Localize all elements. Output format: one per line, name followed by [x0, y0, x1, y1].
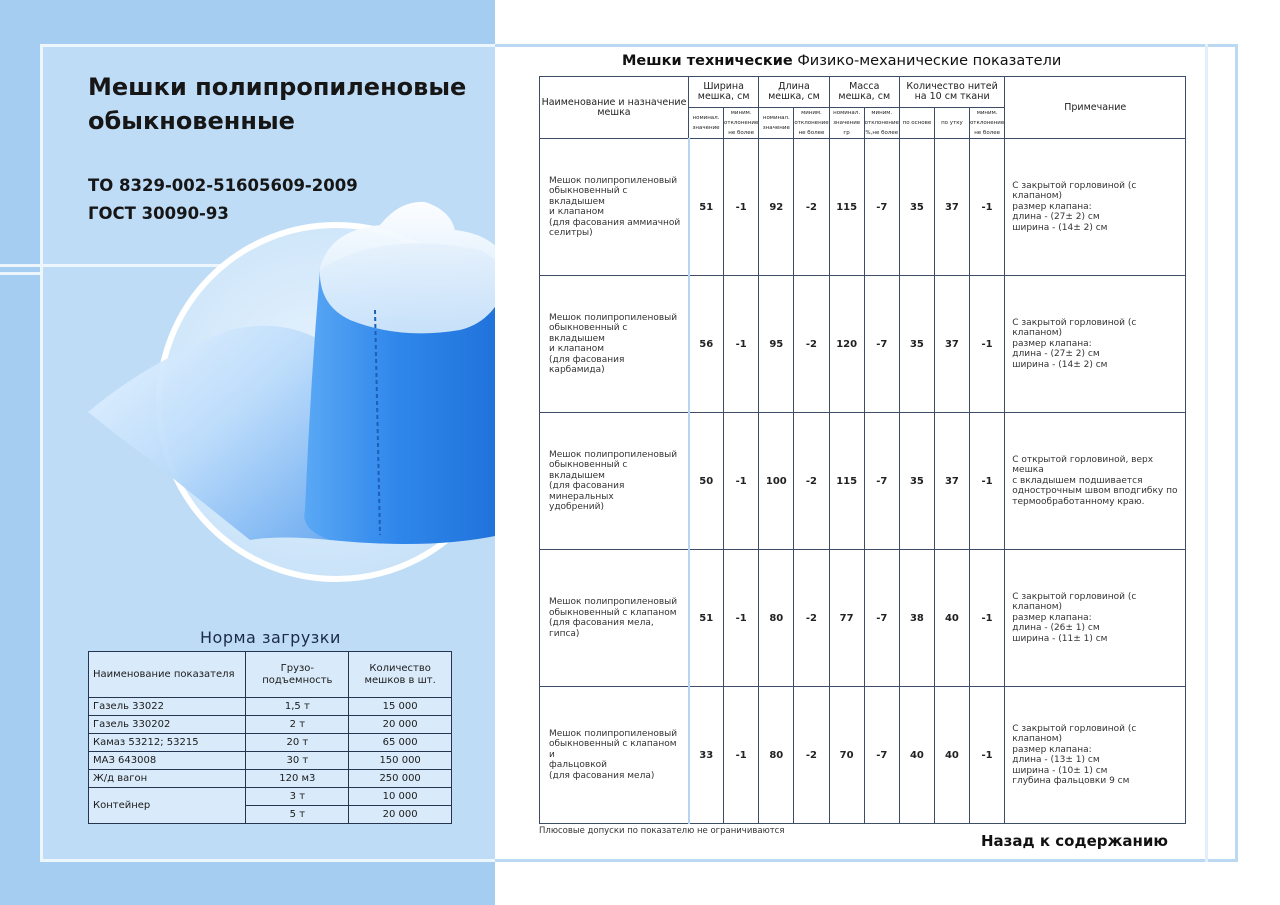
standard-gost: ГОСТ 30090-93	[88, 204, 229, 223]
vehicle-name: Ж/д вагон	[89, 770, 246, 788]
table-row	[540, 687, 1186, 824]
vehicle-name: Контейнер	[89, 788, 246, 824]
product-title	[88, 70, 466, 138]
title-line-1: Мешки полипропиленовые	[88, 73, 467, 101]
bag-note	[1005, 687, 1186, 824]
bag-note-line: С закрытой горловиной (с клапаном)	[1012, 180, 1137, 202]
header-indicator: Наименование показателя	[89, 652, 246, 698]
bag-count: 20 000	[349, 716, 452, 734]
mass-dev: -7	[864, 139, 899, 276]
load-table-header	[89, 652, 452, 698]
bag-note-line: С закрытой горловиной (с клапаном)	[1012, 723, 1137, 744]
footnote: Плюсовые допуски по показателю не ограничиваются	[539, 826, 785, 836]
bag-name-line: (для фасования мела)	[549, 770, 655, 781]
bag-name-line: (для фасования аммиачной	[549, 217, 681, 228]
bag-note-line: однострочным швом вподгибку по	[1012, 486, 1178, 497]
mass-nominal: 120	[829, 276, 864, 413]
bag-name	[540, 687, 689, 824]
mass-nominal: 115	[829, 413, 864, 550]
bag-name-line: Мешок полипропиленовый	[549, 312, 678, 323]
table-row	[89, 734, 452, 752]
header-note: Примечание	[1005, 77, 1186, 139]
width-nominal: 33	[689, 687, 724, 824]
threads-base: 35	[899, 276, 934, 413]
bag-note-line: размер клапана:	[1012, 338, 1092, 349]
threads-base: 35	[899, 139, 934, 276]
spec-table	[539, 76, 1186, 824]
mass-dev: -7	[864, 413, 899, 550]
threads-dev: -1	[969, 139, 1004, 276]
bag-name-line: Мешок полипропиленовый	[549, 175, 678, 186]
threads-dev: -1	[969, 276, 1004, 413]
subheader-min-dev-pct: миним. отклонение %,не более	[864, 108, 899, 139]
header-mass: Масса мешка, см	[829, 77, 899, 108]
bag-count: 65 000	[349, 734, 452, 752]
bag-note	[1005, 413, 1186, 550]
bag-name-line: обыкновенный с клапаном и	[549, 739, 677, 760]
bag-count: 250 000	[349, 770, 452, 788]
table-row	[89, 698, 452, 716]
bag-note-line: глубина фальцовки 9 см	[1012, 776, 1130, 786]
threads-dev: -1	[969, 550, 1004, 687]
load-norm-title: Норма загрузки	[200, 628, 341, 647]
mass-nominal: 70	[829, 687, 864, 824]
threads-weft: 40	[934, 550, 969, 687]
length-dev: -2	[794, 139, 829, 276]
bag-name	[540, 413, 689, 550]
width-nominal: 51	[689, 139, 724, 276]
length-dev: -2	[794, 413, 829, 550]
width-nominal: 51	[689, 550, 724, 687]
table-row	[89, 788, 452, 806]
bag-count: 20 000	[349, 806, 452, 824]
header-threads: Количество нитей на 10 см ткани	[899, 77, 1004, 108]
table-row	[89, 716, 452, 734]
bag-note-line: размер клапана:	[1012, 744, 1092, 755]
width-dev: -1	[724, 550, 759, 687]
bag-name-line: селитры)	[549, 228, 593, 238]
subheader-nominal-gr: номинал. значение гр	[829, 108, 864, 139]
bag-name-line: удобрений)	[549, 502, 604, 512]
length-dev: -2	[794, 276, 829, 413]
bag-count: 10 000	[349, 788, 452, 806]
bag-note-line: ширина - (11± 1) см	[1012, 633, 1108, 644]
spec-header-row	[540, 77, 1186, 108]
capacity: 1,5 т	[246, 698, 349, 716]
bag-note-line: ширина - (14± 2) см	[1012, 222, 1108, 233]
subheader-nominal: номинал. значение	[759, 108, 794, 139]
bag-name	[540, 139, 689, 276]
bag-name-line: минеральных	[549, 491, 614, 502]
vehicle-name: МАЗ 643008	[89, 752, 246, 770]
table-row	[540, 550, 1186, 687]
width-dev: -1	[724, 276, 759, 413]
width-dev: -1	[724, 139, 759, 276]
decor-line	[0, 272, 40, 275]
header-length: Длина мешка, см	[759, 77, 829, 108]
spec-title	[622, 53, 1061, 69]
vehicle-name: Газель 330202	[89, 716, 246, 734]
capacity: 2 т	[246, 716, 349, 734]
bag-note	[1005, 139, 1186, 276]
spec-body	[540, 139, 1186, 824]
length-nominal: 80	[759, 550, 794, 687]
threads-dev: -1	[969, 413, 1004, 550]
table-row	[540, 276, 1186, 413]
subheader-min-dev: миним. отклонение не более	[724, 108, 759, 139]
threads-base: 40	[899, 687, 934, 824]
bag-name-line: (для фасования мела, гипса)	[549, 618, 654, 639]
bag-note-line: с вкладышем подшивается	[1012, 475, 1143, 486]
length-nominal: 100	[759, 413, 794, 550]
threads-dev: -1	[969, 687, 1004, 824]
capacity: 120 м3	[246, 770, 349, 788]
capacity: 5 т	[246, 806, 349, 824]
mass-dev: -7	[864, 276, 899, 413]
bag-note-line: С открытой горловиной, верх мешка	[1012, 454, 1154, 476]
load-table	[88, 651, 452, 824]
bag-name	[540, 276, 689, 413]
header-name: Наименование и назначение мешка	[540, 77, 689, 139]
table-row	[540, 139, 1186, 276]
threads-weft: 40	[934, 687, 969, 824]
bag-note-line: длина - (13± 1) см	[1012, 755, 1100, 765]
bag-note-line: длина - (27± 2) см	[1012, 212, 1100, 223]
bag-note-line: длина - (26± 1) см	[1012, 623, 1100, 634]
bag-name-line: Мешок полипропиленовый	[549, 449, 678, 460]
subheader-weft: по утку	[934, 108, 969, 139]
bag-name-line: и клапаном	[549, 344, 604, 354]
width-nominal: 50	[689, 413, 724, 550]
header-capacity: Грузо-подъемность	[246, 652, 349, 698]
spec-title-bold: Мешки технические	[622, 53, 793, 69]
vehicle-name: Газель 33022	[89, 698, 246, 716]
length-nominal: 80	[759, 687, 794, 824]
subheader-min-dev-threads: миним. отклонение не более	[969, 108, 1004, 139]
bag-note-line: термообработанному краю.	[1012, 496, 1145, 507]
mass-dev: -7	[864, 687, 899, 824]
capacity: 30 т	[246, 752, 349, 770]
threads-weft: 37	[934, 276, 969, 413]
width-dev: -1	[724, 687, 759, 824]
bag-name	[540, 550, 689, 687]
bag-count: 15 000	[349, 698, 452, 716]
table-row	[89, 770, 452, 788]
header-bag-count: Количество мешков в шт.	[349, 652, 452, 698]
standard-to: ТО 8329-002-51605609-2009	[88, 176, 358, 195]
bag-name-line: обыкновенный с вкладышем	[549, 186, 628, 207]
bag-note-line: длина - (27± 2) см	[1012, 349, 1100, 360]
length-dev: -2	[794, 687, 829, 824]
capacity: 3 т	[246, 788, 349, 806]
bag-name-line: обыкновенный с вкладышем	[549, 323, 628, 344]
width-dev: -1	[724, 413, 759, 550]
bag-note-line: ширина - (10± 1) см	[1012, 765, 1108, 776]
header-width: Ширина мешка, см	[689, 77, 759, 108]
threads-base: 38	[899, 550, 934, 687]
decor-line	[1205, 44, 1208, 862]
bag-name-line: (для фасования	[549, 481, 625, 491]
threads-weft: 37	[934, 139, 969, 276]
bag-name-line: фальцовкой	[549, 760, 607, 771]
length-dev: -2	[794, 550, 829, 687]
bag-name-line: обыкновенный с вкладышем	[549, 460, 628, 481]
subheader-min-dev: миним. отклонение не более	[794, 108, 829, 139]
bag-note-line: размер клапана:	[1012, 612, 1092, 623]
capacity: 20 т	[246, 734, 349, 752]
table-row	[89, 752, 452, 770]
subheader-base: по основе	[899, 108, 934, 139]
subheader-nominal: номинал. значение	[689, 108, 724, 139]
bag-name-line: Мешок полипропиленовый	[549, 728, 678, 739]
mass-nominal: 77	[829, 550, 864, 687]
title-line-2: обыкновенные	[88, 107, 295, 135]
table-row	[540, 413, 1186, 550]
mass-dev: -7	[864, 550, 899, 687]
vehicle-name: Камаз 53212; 53215	[89, 734, 246, 752]
width-nominal: 56	[689, 276, 724, 413]
threads-base: 35	[899, 413, 934, 550]
bag-note	[1005, 550, 1186, 687]
bag-count: 150 000	[349, 752, 452, 770]
bag-name-line: (для фасования карбамида)	[549, 354, 625, 375]
bag-note	[1005, 276, 1186, 413]
length-nominal: 95	[759, 276, 794, 413]
bags-illustration	[80, 190, 540, 590]
spec-title-rest: Физико-механические показатели	[797, 53, 1062, 69]
bag-note-line: С закрытой горловиной (с клапаном)	[1012, 591, 1137, 613]
length-nominal: 92	[759, 139, 794, 276]
bag-name-line: обыкновенный с клапаном	[549, 607, 677, 618]
threads-weft: 37	[934, 413, 969, 550]
mass-nominal: 115	[829, 139, 864, 276]
bag-note-line: С закрытой горловиной (с клапаном)	[1012, 317, 1137, 339]
bag-note-line: размер клапана:	[1012, 201, 1092, 212]
bag-name-line: Мешок полипропиленовый	[549, 597, 678, 607]
bag-note-line: ширина - (14± 2) см	[1012, 359, 1108, 370]
bag-name-line: и клапаном	[549, 207, 604, 217]
back-to-contents-link[interactable]: Назад к содержанию	[981, 832, 1168, 850]
